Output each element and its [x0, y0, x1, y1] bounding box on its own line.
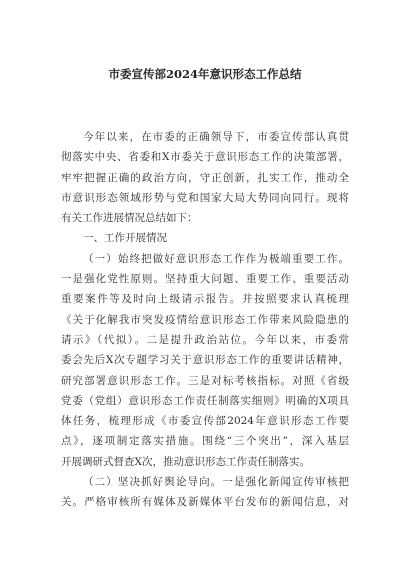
text-line: （一）始终把做好意识形态工作作为极端重要工作。 — [83, 252, 349, 265]
text-line: 党委（党组）意识形态工作责任制落实细则》明确的X项具 — [61, 394, 349, 407]
text-line: 牢牢把握正确的政治方向，守正创新，扎实工作，推动全 — [61, 171, 349, 184]
text-line: 一是强化党性原则。坚持重大问题、重要工作、重要活动 — [61, 273, 349, 286]
text-line: 今年以来，在市委的正确领导下，市委宣传部认真贯 — [83, 131, 349, 143]
text-line: 重要案件等及时向上级请示报告。并按照要求认真梳理 — [61, 293, 349, 306]
text-line: 彻落实中央、省委和X市委关于意识形态工作的决策部署， — [61, 151, 349, 164]
text-line: （二）坚决抓好舆论导向。一是强化新闻宣传审核把 — [83, 476, 349, 489]
text-line: 市意识形态领域形势与党和国家大局大势同向同行。现将 — [61, 191, 349, 204]
text-line: 开展调研式督查X次，推动意识形态工作责任制落实。 — [61, 455, 310, 468]
text-line: 一、工作开展情况 — [83, 232, 167, 245]
text-line: 有关工作进展情况总结如下： — [61, 212, 198, 225]
text-line: 《关于化解我市突发疫情给意识形态工作带来风险隐患的 — [61, 313, 349, 326]
text-line: 请示》（代拟）。二是提升政治站位。今年以来，市委常 — [61, 333, 349, 346]
text-line: 委会先后X次专题学习关于意识形态工作的重要讲话精神， — [61, 354, 349, 367]
text-line: 关。严格审核所有媒体及新媒体平台发布的新闻信息，对 — [61, 496, 349, 509]
text-line: 研究部署意识形态工作。三是对标考核指标。对照《省级 — [61, 374, 349, 387]
text-line: 点》，逐项制定落实措施。围绕“三个突出”，深入基层 — [61, 435, 349, 448]
text-line: 体任务，梳理形成《市委宣传部2024年意识形态工作要 — [61, 415, 349, 428]
document-title: 市委宣传部2024年意识形态工作总结 — [108, 67, 302, 81]
document-body — [61, 127, 349, 513]
